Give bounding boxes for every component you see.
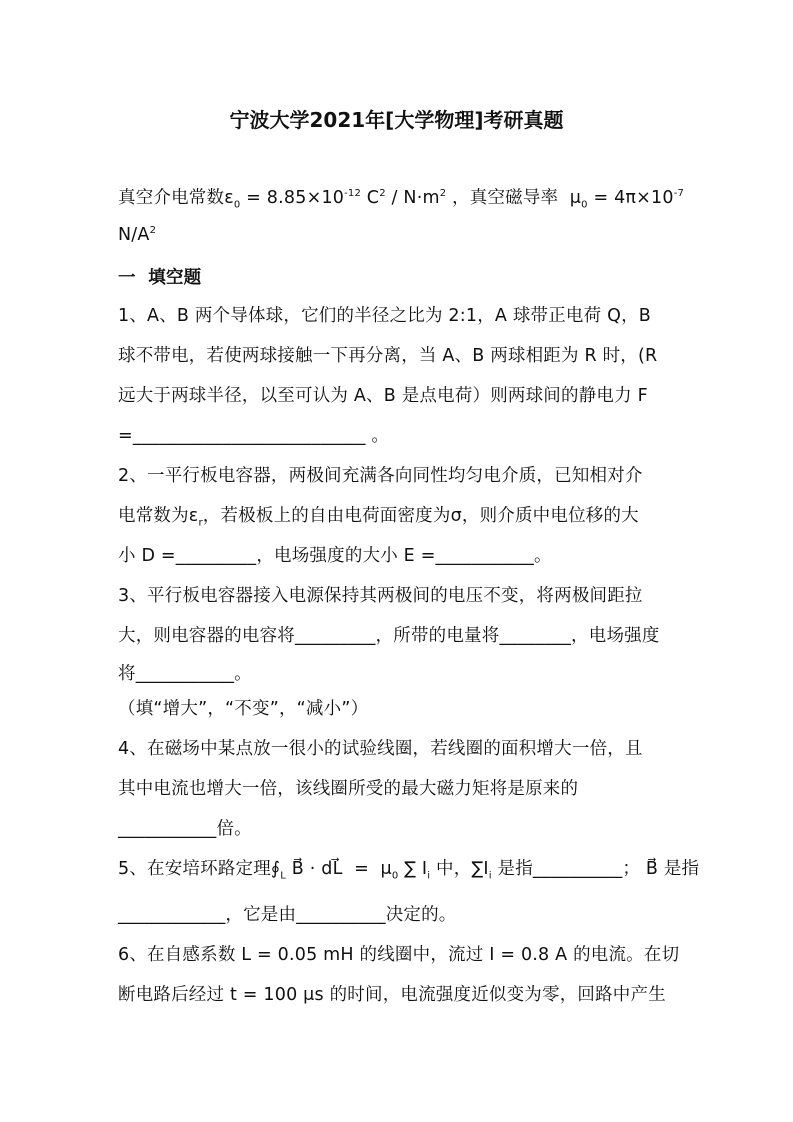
text-segment: 大，则电容器的电容将_________，所带的电量将________，电场强度 <box>118 626 660 646</box>
text-segment: = 8.85×10 <box>240 188 345 208</box>
text-line <box>118 695 368 720</box>
text-segment: -12 <box>344 188 362 200</box>
text-segment: i <box>488 870 492 882</box>
text-segment: ___________倍。 <box>118 819 252 839</box>
text-line <box>118 342 657 367</box>
text-segment: 2、一平行板电容器，两极间充满各向同性均匀电介质，已知相对介 <box>118 466 643 486</box>
text-line <box>118 775 578 800</box>
text-segment: L <box>280 870 287 882</box>
text-segment: 2 <box>379 188 386 200</box>
text-segment: =__________________________ 。 <box>118 426 390 446</box>
text-segment: 电常数为ε <box>118 506 199 526</box>
text-segment: B⃗ · dL⃗ = μ <box>286 859 392 879</box>
text-segment: 6、在自感系数 L = 0.05 mH 的线圈中，流过 I = 0.8 A 的电流。在切 <box>118 945 680 965</box>
text-segment: ，真空磁导率 μ <box>446 188 582 208</box>
text-line <box>118 382 648 407</box>
text-segment: 小 D =_________，电场强度的大小 E =___________。 <box>118 546 552 566</box>
text-segment: 0 <box>233 199 241 211</box>
text-line <box>118 981 666 1006</box>
text-segment: 1、A、B 两个导体球，它们的半径之比为 2:1，A 球带正电荷 Q，B <box>118 306 651 326</box>
text-segment: 0 <box>581 199 588 211</box>
text-segment: / N·m <box>385 188 440 208</box>
page-title: 宁波大学2021年[大学物理]考研真题 <box>229 108 564 132</box>
text-line <box>118 855 699 882</box>
text-line <box>118 622 660 647</box>
text-segment: 3、平行板电容器接入电源保持其两极间的电压不变，将两极间距拉 <box>118 586 643 606</box>
text-segment: 断电路后经过 t = 100 μs 的时间，电流强度近似变为零，回路中产生 <box>118 985 666 1005</box>
text-segment: 2 <box>149 225 157 237</box>
text-line <box>118 660 252 685</box>
text-line <box>118 502 639 529</box>
text-segment: ____________，它是由__________决定的。 <box>118 905 457 925</box>
text-line <box>118 462 643 487</box>
text-segment: r <box>198 517 203 529</box>
text-segment: 真空介电常数ε <box>118 188 234 208</box>
text-segment: 是指__________； B⃗ 是指 <box>491 859 700 879</box>
text-line <box>118 422 389 447</box>
text-line <box>118 302 651 327</box>
text-segment: 将___________。 <box>118 664 252 684</box>
text-segment: = 4π×10 <box>587 188 674 208</box>
text-segment: 一 填空题 <box>118 268 202 288</box>
text-line <box>118 184 684 211</box>
text-line <box>118 815 252 840</box>
text-segment: 2 <box>439 188 447 200</box>
text-line <box>118 225 156 245</box>
text-segment: 5、在安培环路定理∮ <box>118 859 281 879</box>
text-segment: 球不带电，若使两球接触一下再分离，当 A、B 两球相距为 R 时，(R <box>118 346 658 366</box>
text-segment: 远大于两球半径，以至可认为 A、B 是点电荷）则两球间的静电力 F <box>118 386 648 406</box>
text-segment: 其中电流也增大一倍，该线圈所受的最大磁力矩将是原来的 <box>118 779 579 799</box>
text-segment: （填“增大”，“不变”，“减小”） <box>118 699 369 719</box>
section-heading <box>118 264 201 289</box>
text-segment: N/A <box>118 225 150 245</box>
text-segment: ∑ I <box>398 859 428 879</box>
text-segment: 4、在磁场中某点放一很小的试验线圈，若线圈的面积增大一倍，且 <box>118 739 643 759</box>
text-segment: i <box>427 870 431 882</box>
text-segment: ，若极板上的自由电荷面密度为σ，则介质中电位移的大 <box>202 506 639 526</box>
text-segment: -7 <box>673 188 685 200</box>
text-line <box>118 901 457 926</box>
text-line <box>118 941 679 966</box>
text-line <box>118 582 643 607</box>
text-line <box>118 735 643 760</box>
text-segment: 0 <box>391 870 399 882</box>
text-segment: C <box>361 188 380 208</box>
text-segment: 中，∑I <box>430 859 489 879</box>
text-line <box>118 542 552 567</box>
